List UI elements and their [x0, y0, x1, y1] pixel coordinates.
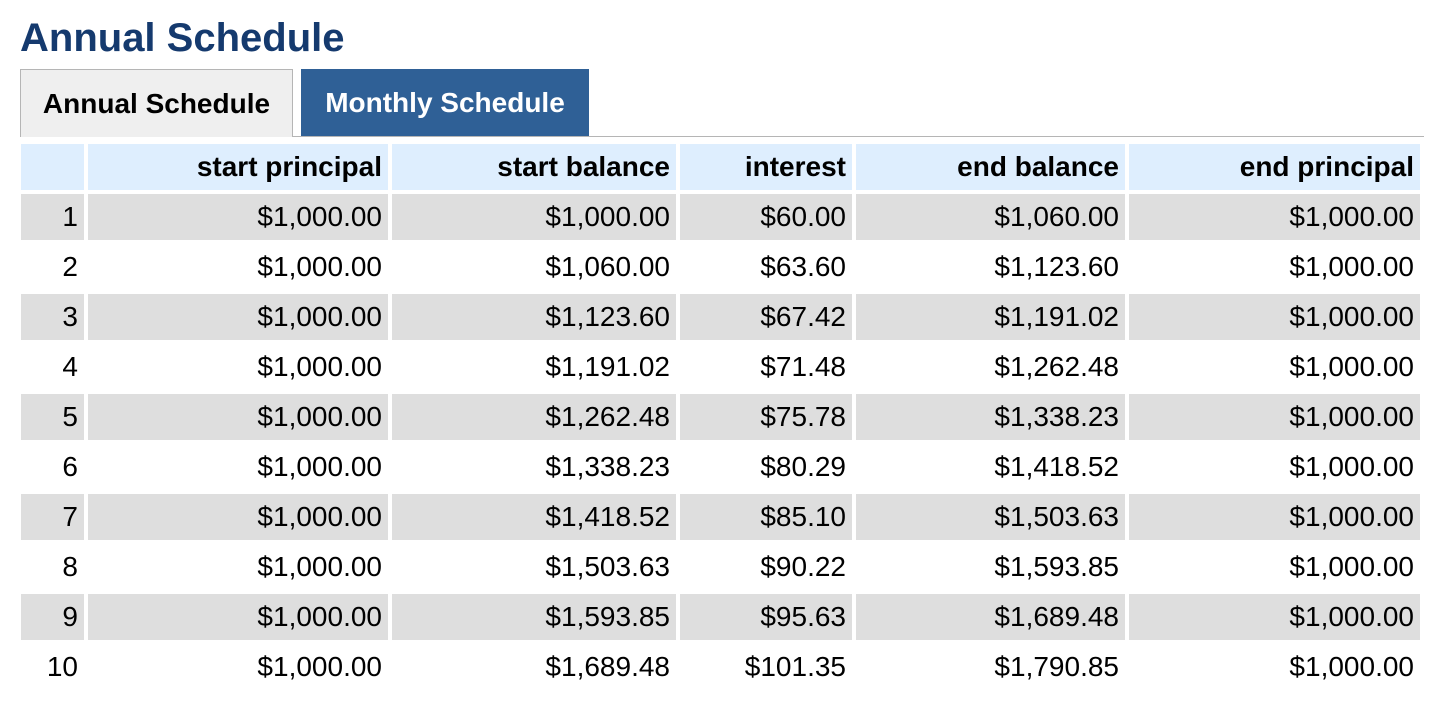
interest-cell: $63.60 [680, 244, 852, 290]
year-cell: 8 [21, 544, 84, 590]
interest-cell: $60.00 [680, 194, 852, 240]
end-balance-cell: $1,191.02 [856, 294, 1125, 340]
end-balance-cell: $1,503.63 [856, 494, 1125, 540]
end-principal-cell: $1,000.00 [1129, 344, 1420, 390]
interest-cell: $101.35 [680, 644, 852, 690]
header-end-balance: end balance [856, 144, 1125, 190]
end-principal-cell: $1,000.00 [1129, 194, 1420, 240]
table-header-row [21, 144, 1420, 190]
end-balance-cell: $1,418.52 [856, 444, 1125, 490]
start-balance-cell: $1,338.23 [392, 444, 676, 490]
table-row [21, 244, 1420, 290]
table-row [21, 594, 1420, 640]
start-principal-cell: $1,000.00 [88, 194, 388, 240]
table-row [21, 544, 1420, 590]
start-principal-cell: $1,000.00 [88, 244, 388, 290]
start-balance-cell: $1,123.60 [392, 294, 676, 340]
start-principal-cell: $1,000.00 [88, 494, 388, 540]
start-balance-cell: $1,262.48 [392, 394, 676, 440]
tab-annual-schedule[interactable]: Annual Schedule [20, 69, 293, 137]
interest-cell: $67.42 [680, 294, 852, 340]
end-principal-cell: $1,000.00 [1129, 394, 1420, 440]
start-balance-cell: $1,593.85 [392, 594, 676, 640]
end-principal-cell: $1,000.00 [1129, 644, 1420, 690]
start-balance-cell: $1,418.52 [392, 494, 676, 540]
end-balance-cell: $1,790.85 [856, 644, 1125, 690]
end-balance-cell: $1,262.48 [856, 344, 1125, 390]
page-title: Annual Schedule [20, 16, 345, 60]
end-principal-cell: $1,000.00 [1129, 294, 1420, 340]
table-body [21, 194, 1420, 690]
end-balance-cell: $1,060.00 [856, 194, 1125, 240]
interest-cell: $90.22 [680, 544, 852, 590]
year-cell: 5 [21, 394, 84, 440]
interest-cell: $85.10 [680, 494, 852, 540]
end-balance-cell: $1,593.85 [856, 544, 1125, 590]
header-year [21, 144, 84, 190]
year-cell: 10 [21, 644, 84, 690]
interest-cell: $95.63 [680, 594, 852, 640]
interest-cell: $71.48 [680, 344, 852, 390]
table-row [21, 344, 1420, 390]
header-start-balance: start balance [392, 144, 676, 190]
end-principal-cell: $1,000.00 [1129, 444, 1420, 490]
schedule-tabs [20, 69, 1424, 137]
interest-cell: $75.78 [680, 394, 852, 440]
end-balance-cell: $1,123.60 [856, 244, 1125, 290]
table-row [21, 294, 1420, 340]
start-balance-cell: $1,689.48 [392, 644, 676, 690]
annual-schedule-table [17, 140, 1424, 694]
end-balance-cell: $1,338.23 [856, 394, 1125, 440]
end-principal-cell: $1,000.00 [1129, 544, 1420, 590]
year-cell: 6 [21, 444, 84, 490]
year-cell: 7 [21, 494, 84, 540]
header-interest: interest [680, 144, 852, 190]
start-balance-cell: $1,060.00 [392, 244, 676, 290]
start-principal-cell: $1,000.00 [88, 344, 388, 390]
table-row [21, 194, 1420, 240]
end-balance-cell: $1,689.48 [856, 594, 1125, 640]
end-principal-cell: $1,000.00 [1129, 494, 1420, 540]
start-principal-cell: $1,000.00 [88, 544, 388, 590]
table-row [21, 644, 1420, 690]
header-end-principal: end principal [1129, 144, 1420, 190]
table-row [21, 444, 1420, 490]
header-start-principal: start principal [88, 144, 388, 190]
table-row [21, 394, 1420, 440]
year-cell: 1 [21, 194, 84, 240]
start-balance-cell: $1,000.00 [392, 194, 676, 240]
start-balance-cell: $1,191.02 [392, 344, 676, 390]
start-principal-cell: $1,000.00 [88, 644, 388, 690]
end-principal-cell: $1,000.00 [1129, 594, 1420, 640]
year-cell: 4 [21, 344, 84, 390]
table-row [21, 494, 1420, 540]
year-cell: 9 [21, 594, 84, 640]
interest-cell: $80.29 [680, 444, 852, 490]
tab-monthly-schedule[interactable]: Monthly Schedule [301, 69, 589, 136]
start-principal-cell: $1,000.00 [88, 394, 388, 440]
year-cell: 2 [21, 244, 84, 290]
year-cell: 3 [21, 294, 84, 340]
start-principal-cell: $1,000.00 [88, 294, 388, 340]
start-balance-cell: $1,503.63 [392, 544, 676, 590]
start-principal-cell: $1,000.00 [88, 444, 388, 490]
start-principal-cell: $1,000.00 [88, 594, 388, 640]
end-principal-cell: $1,000.00 [1129, 244, 1420, 290]
